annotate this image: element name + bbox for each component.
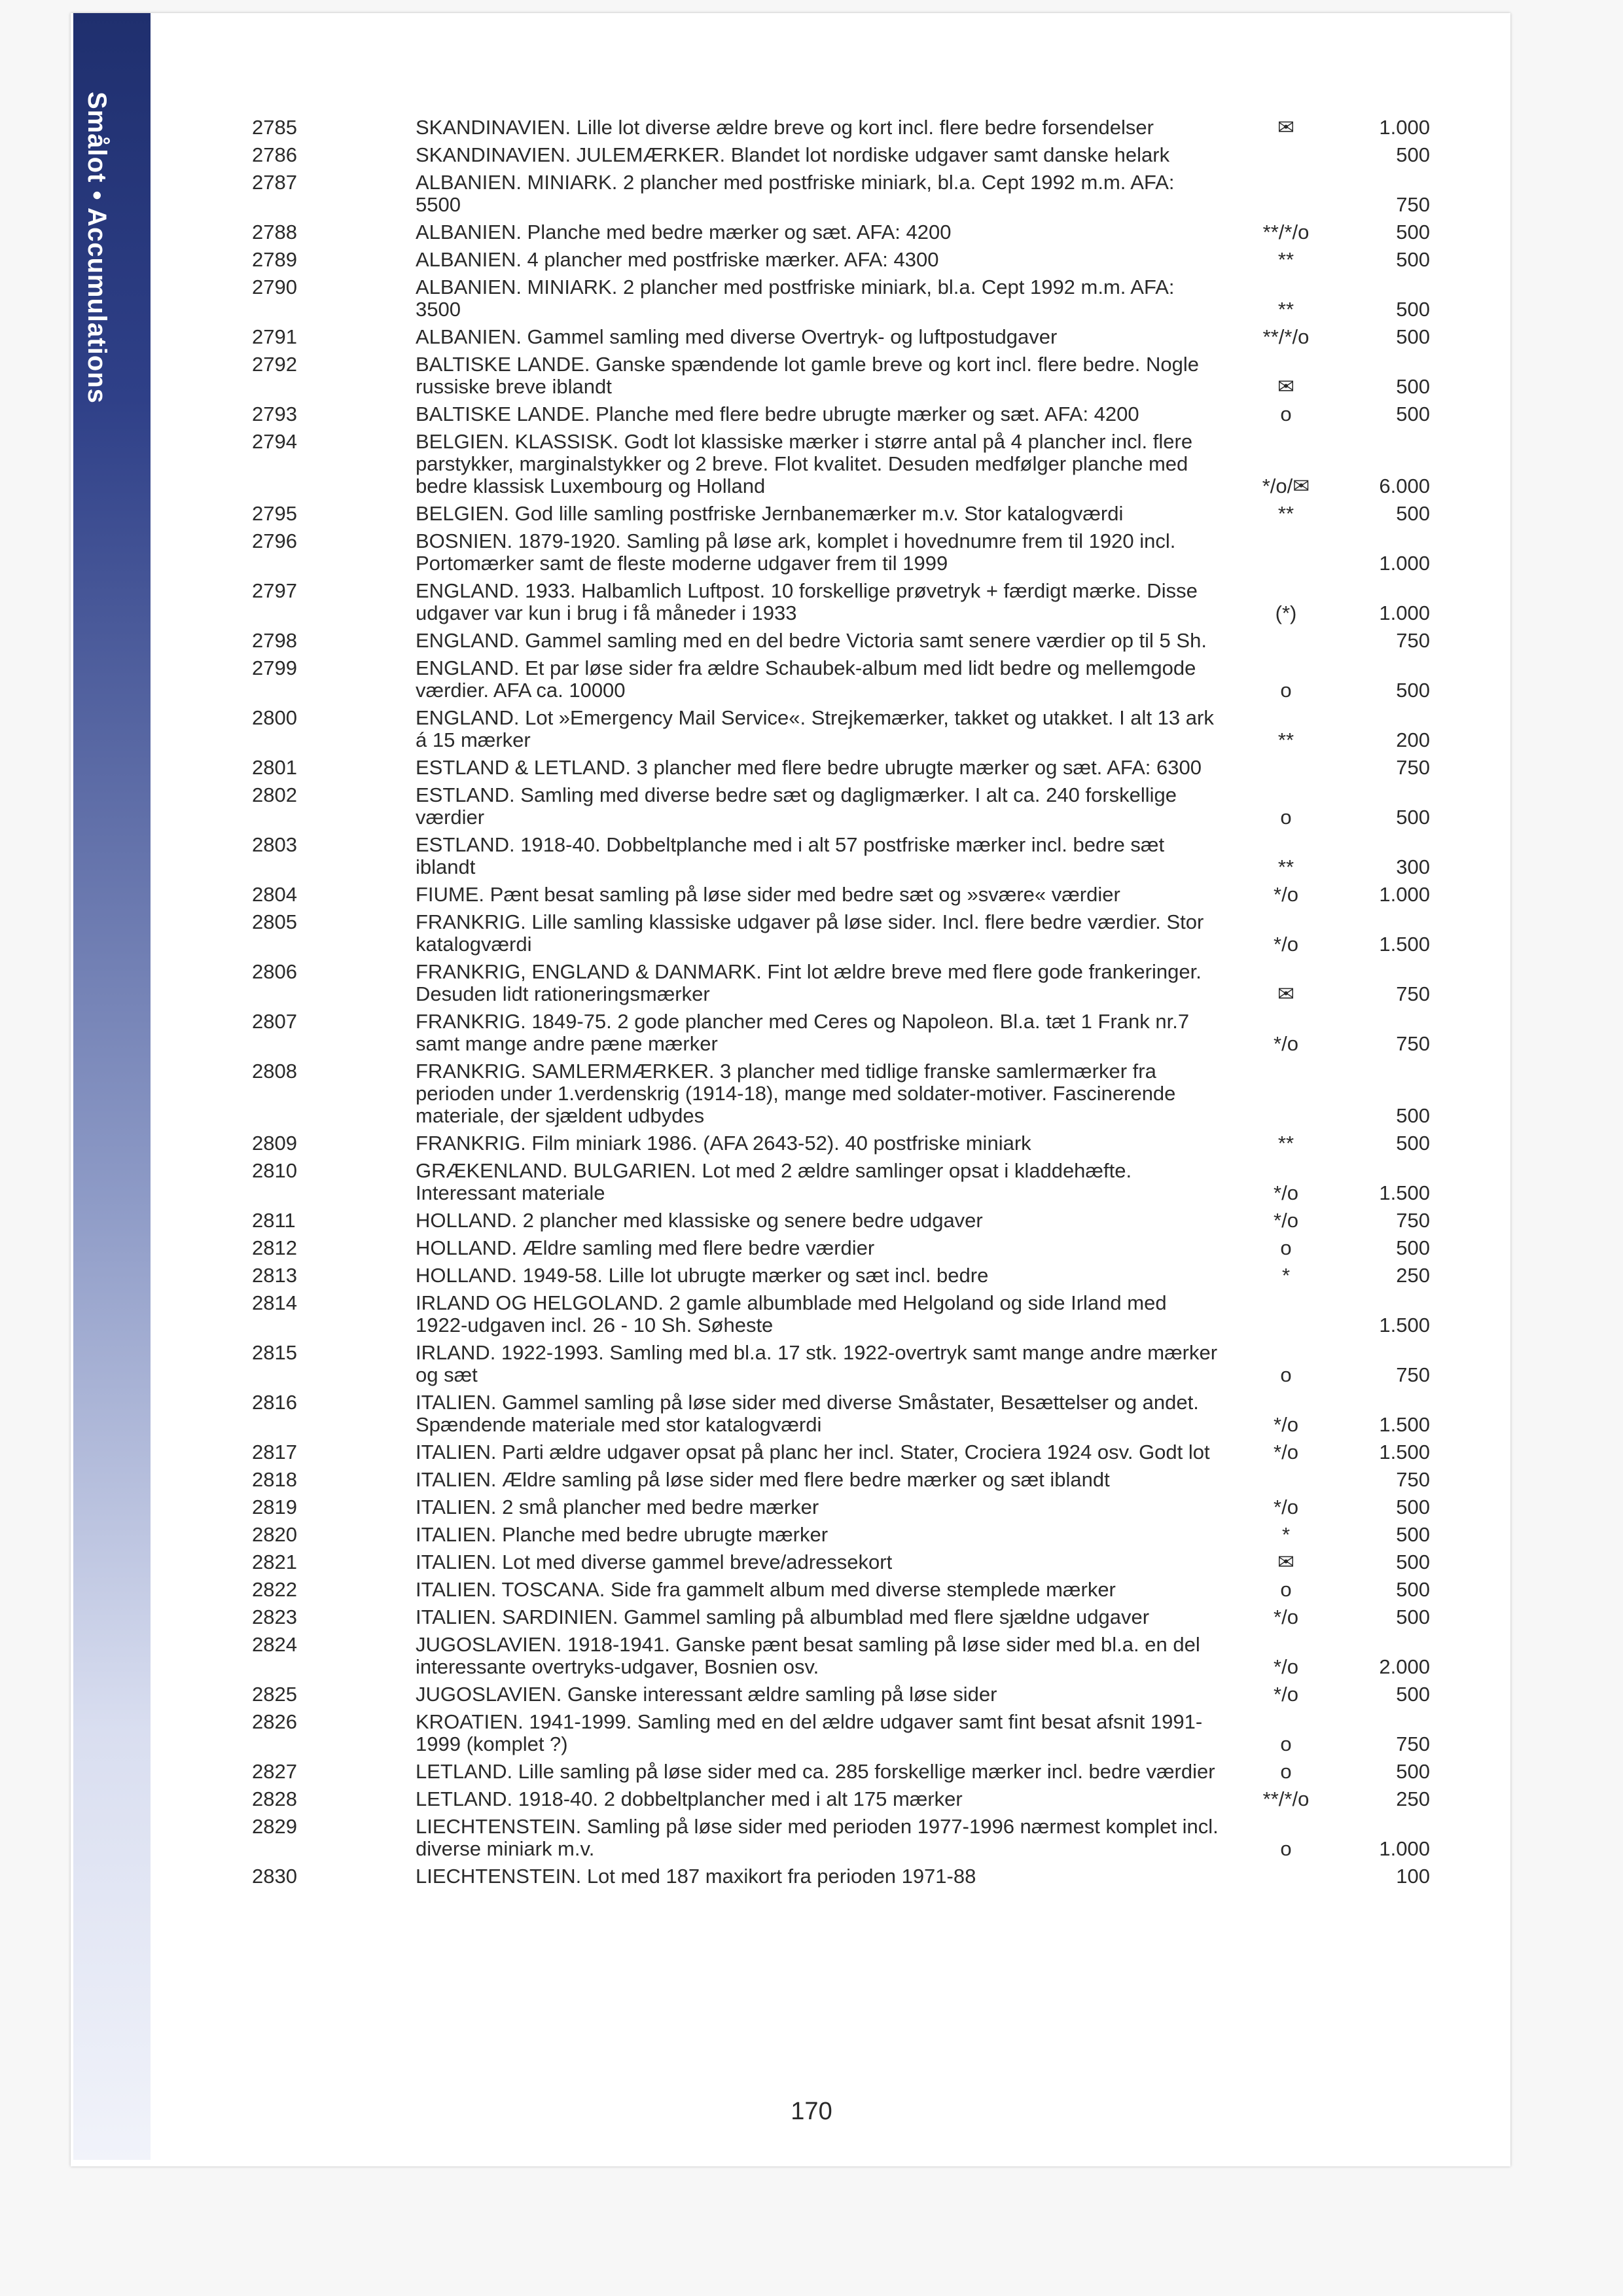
lot-price: 1.500 bbox=[1379, 1413, 1430, 1436]
lot-row bbox=[232, 1160, 1430, 1204]
lot-price: 500 bbox=[1396, 679, 1430, 702]
lot-price: 500 bbox=[1396, 1578, 1430, 1601]
lot-number: 2830 bbox=[252, 1865, 297, 1888]
lot-number: 2798 bbox=[252, 629, 297, 652]
lot-price: 750 bbox=[1396, 1363, 1430, 1386]
lot-row bbox=[232, 249, 1430, 271]
lot-number: 2805 bbox=[252, 910, 297, 933]
lot-description: ALBANIEN. MINIARK. 2 plancher med postfriske miniark, bl.a. Cept 1992 m.m. AFA: 3500 bbox=[416, 276, 1175, 321]
lot-price: 750 bbox=[1396, 982, 1430, 1005]
lot-price: 250 bbox=[1396, 1264, 1430, 1287]
lot-number: 2811 bbox=[252, 1209, 296, 1232]
lot-number: 2827 bbox=[252, 1760, 297, 1783]
lot-row bbox=[232, 1060, 1430, 1127]
lot-condition: (*) bbox=[1275, 601, 1297, 624]
lot-description: ITALIEN. Planche med bedre ubrugte mærker bbox=[416, 1523, 829, 1546]
lot-row bbox=[232, 1551, 1430, 1573]
lot-condition: */o bbox=[1274, 1655, 1298, 1678]
lot-row bbox=[232, 757, 1430, 779]
lot-condition: ✉ bbox=[1277, 982, 1294, 1005]
lot-row bbox=[232, 1391, 1430, 1436]
lot-row bbox=[232, 961, 1430, 1005]
lot-row bbox=[232, 657, 1430, 702]
lot-condition: **/*/o bbox=[1262, 221, 1310, 243]
lot-description: ALBANIEN. Planche med bedre mærker og sæt. AFA: 4200 bbox=[416, 221, 952, 243]
lot-number: 2792 bbox=[252, 353, 297, 376]
lot-row bbox=[232, 171, 1430, 216]
lot-price: 1.000 bbox=[1379, 1837, 1430, 1860]
lot-price: 250 bbox=[1396, 1787, 1430, 1810]
lot-description: ITALIEN. Lot med diverse gammel breve/adressekort bbox=[416, 1551, 893, 1573]
lot-condition: o bbox=[1280, 1760, 1292, 1783]
lot-number: 2812 bbox=[252, 1236, 297, 1259]
lot-number: 2791 bbox=[252, 325, 297, 348]
lot-price: 1.000 bbox=[1379, 116, 1430, 139]
lot-description: KROATIEN. 1941-1999. Samling med en del ældre udgaver samt fint besat afsnit 1991-1999 (komplet ?) bbox=[416, 1710, 1203, 1755]
lot-number: 2796 bbox=[252, 529, 297, 552]
lot-price: 500 bbox=[1396, 298, 1430, 321]
lot-description: IRLAND. 1922-1993. Samling med bl.a. 17 stk. 1922-overtryk samt mange andre mærker og sæt bbox=[416, 1341, 1218, 1386]
lot-row bbox=[232, 707, 1430, 751]
lot-number: 2799 bbox=[252, 656, 297, 679]
lot-row bbox=[232, 1237, 1430, 1259]
lot-description: LIECHTENSTEIN. Lot med 187 maxikort fra perioden 1971-88 bbox=[416, 1865, 976, 1888]
lot-condition: */o bbox=[1274, 1605, 1298, 1628]
lot-condition: o bbox=[1280, 1363, 1292, 1386]
lot-description: FRANKRIG. SAMLERMÆRKER. 3 plancher med tidlige franske samlermærker fra perioden under 1.verdenskrig (1914-18), mange med soldater-motiver. Fascinerende materiale, der sjældent udbydes bbox=[416, 1060, 1176, 1127]
lot-number: 2813 bbox=[252, 1264, 297, 1287]
lot-description: FRANKRIG. Lille samling klassiske udgaver på løse sider. Incl. flere bedre værdier. Stor katalogværdi bbox=[416, 910, 1204, 956]
lot-list bbox=[232, 117, 1430, 1893]
lot-price: 500 bbox=[1396, 502, 1430, 525]
lot-description: ALBANIEN. MINIARK. 2 plancher med postfriske miniark, bl.a. Cept 1992 m.m. AFA: 5500 bbox=[416, 171, 1175, 216]
lot-row bbox=[232, 431, 1430, 497]
lot-description: JUGOSLAVIEN. 1918-1941. Ganske pænt besat samling på løse sider med bl.a. en del interessante overtryks-udgaver, Bosnien osv. bbox=[416, 1633, 1200, 1678]
lot-condition: ✉ bbox=[1277, 1551, 1294, 1573]
lot-row bbox=[232, 1496, 1430, 1518]
lot-number: 2824 bbox=[252, 1633, 297, 1656]
lot-number: 2789 bbox=[252, 248, 297, 271]
lot-description: ENGLAND. Et par løse sider fra ældre Schaubek-album med lidt bedre og mellemgode værdier. AFA ca. 10000 bbox=[416, 656, 1196, 702]
lot-description: ITALIEN. Gammel samling på løse sider med diverse Småstater, Besættelser og andet. Spændende materiale med stor katalogværdi bbox=[416, 1391, 1199, 1436]
lot-price: 500 bbox=[1396, 1605, 1430, 1628]
lot-description: FRANKRIG. Film miniark 1986. (AFA 2643-52). 40 postfriske miniark bbox=[416, 1132, 1031, 1155]
lot-number: 2829 bbox=[252, 1815, 297, 1838]
lot-condition: ** bbox=[1277, 248, 1294, 271]
lot-row bbox=[232, 530, 1430, 575]
lot-number: 2810 bbox=[252, 1159, 297, 1182]
lot-number: 2821 bbox=[252, 1551, 297, 1573]
lot-price: 500 bbox=[1396, 1551, 1430, 1573]
lot-condition: */o bbox=[1274, 1209, 1298, 1232]
lot-number: 2794 bbox=[252, 430, 297, 453]
lot-number: 2815 bbox=[252, 1341, 297, 1364]
lot-price: 300 bbox=[1396, 855, 1430, 878]
lot-condition: */o bbox=[1274, 1683, 1298, 1706]
lot-condition: */o bbox=[1274, 1032, 1298, 1055]
lot-row bbox=[232, 1606, 1430, 1628]
lot-condition: * bbox=[1281, 1523, 1291, 1546]
lot-price: 200 bbox=[1396, 728, 1430, 751]
lot-description: HOLLAND. Ældre samling med flere bedre værdier bbox=[416, 1236, 875, 1259]
page-number: 170 bbox=[791, 2098, 832, 2125]
lot-number: 2785 bbox=[252, 116, 297, 139]
lot-number: 2788 bbox=[252, 221, 297, 243]
lot-condition: o bbox=[1280, 403, 1292, 425]
lot-condition: o bbox=[1280, 1837, 1292, 1860]
lot-condition: o bbox=[1280, 806, 1292, 829]
lot-price: 1.500 bbox=[1379, 1181, 1430, 1204]
lot-price: 750 bbox=[1396, 629, 1430, 652]
lot-number: 2819 bbox=[252, 1496, 297, 1518]
lot-condition: */o bbox=[1274, 883, 1298, 906]
lot-row bbox=[232, 1265, 1430, 1287]
lot-row bbox=[232, 580, 1430, 624]
lot-row bbox=[232, 326, 1430, 348]
lot-price: 500 bbox=[1396, 1132, 1430, 1155]
lot-row bbox=[232, 1441, 1430, 1463]
lot-price: 500 bbox=[1396, 1496, 1430, 1518]
lot-condition: ** bbox=[1277, 298, 1294, 321]
lot-description: ESTLAND. Samling med diverse bedre sæt og dagligmærker. I alt ca. 240 forskellige værdier bbox=[416, 783, 1177, 829]
lot-description: BELGIEN. KLASSISK. Godt lot klassiske mærker i større antal på 4 plancher incl. flere parstykker, marginalstykker og 2 breve. Flot kvalitet. Desuden medfølger planche med bedre klassisk Luxembourg og Holland bbox=[416, 430, 1193, 497]
lot-number: 2801 bbox=[252, 756, 297, 779]
lot-number: 2803 bbox=[252, 833, 297, 856]
lot-number: 2822 bbox=[252, 1578, 297, 1601]
lot-row bbox=[232, 1524, 1430, 1546]
lot-condition: ✉ bbox=[1277, 116, 1294, 139]
lot-price: 2.000 bbox=[1379, 1655, 1430, 1678]
lot-number: 2809 bbox=[252, 1132, 297, 1155]
lot-price: 6.000 bbox=[1379, 475, 1430, 497]
lot-condition: */o bbox=[1274, 1441, 1298, 1463]
lot-description: IRLAND OG HELGOLAND. 2 gamle albumblade med Helgoland og side Irland med 1922-udgaven incl. 26 - 10 Sh. Søheste bbox=[416, 1291, 1167, 1336]
lot-row bbox=[232, 117, 1430, 139]
lot-row bbox=[232, 834, 1430, 878]
lot-description: BALTISKE LANDE. Planche med flere bedre ubrugte mærker og sæt. AFA: 4200 bbox=[416, 403, 1139, 425]
lot-condition: ** bbox=[1277, 728, 1294, 751]
lot-price: 100 bbox=[1396, 1865, 1430, 1888]
lot-row bbox=[232, 1683, 1430, 1706]
lot-description: ITALIEN. 2 små plancher med bedre mærker bbox=[416, 1496, 819, 1518]
lot-price: 500 bbox=[1396, 403, 1430, 425]
lot-price: 500 bbox=[1396, 1523, 1430, 1546]
lot-number: 2800 bbox=[252, 706, 297, 729]
lot-description: FRANKRIG, ENGLAND & DANMARK. Fint lot ældre breve med flere gode frankeringer. Desuden lidt rationeringsmærker bbox=[416, 960, 1202, 1005]
lot-number: 2816 bbox=[252, 1391, 297, 1414]
lot-number: 2787 bbox=[252, 171, 297, 194]
lot-condition: ** bbox=[1277, 855, 1294, 878]
lot-row bbox=[232, 503, 1430, 525]
lot-condition: o bbox=[1280, 679, 1292, 702]
lot-price: 750 bbox=[1396, 756, 1430, 779]
sidebar-label: Smålot • Accumulations bbox=[82, 92, 111, 404]
lot-number: 2804 bbox=[252, 883, 297, 906]
lot-price: 500 bbox=[1396, 221, 1430, 243]
lot-number: 2823 bbox=[252, 1605, 297, 1628]
lot-number: 2795 bbox=[252, 502, 297, 525]
lot-row bbox=[232, 1011, 1430, 1055]
lot-condition: ✉ bbox=[1277, 375, 1294, 398]
lot-number: 2814 bbox=[252, 1291, 297, 1314]
lot-condition: */o bbox=[1274, 1181, 1298, 1204]
lot-number: 2820 bbox=[252, 1523, 297, 1546]
lot-number: 2802 bbox=[252, 783, 297, 806]
lot-price: 500 bbox=[1396, 1760, 1430, 1783]
lot-number: 2825 bbox=[252, 1683, 297, 1706]
lot-description: ITALIEN. Ældre samling på løse sider med flere bedre mærker og sæt iblandt bbox=[416, 1468, 1110, 1491]
lot-row bbox=[232, 1132, 1430, 1155]
lot-condition: */o bbox=[1274, 1413, 1298, 1436]
lot-number: 2828 bbox=[252, 1787, 297, 1810]
lot-price: 500 bbox=[1396, 325, 1430, 348]
lot-row bbox=[232, 1210, 1430, 1232]
lot-price: 750 bbox=[1396, 1468, 1430, 1491]
lot-description: SKANDINAVIEN. JULEMÆRKER. Blandet lot nordiske udgaver samt danske helark bbox=[416, 143, 1170, 166]
lot-number: 2806 bbox=[252, 960, 297, 983]
lot-description: FIUME. Pænt besat samling på løse sider med bedre sæt og »svære« værdier bbox=[416, 883, 1120, 906]
lot-price: 500 bbox=[1396, 1236, 1430, 1259]
lot-price: 1.000 bbox=[1379, 601, 1430, 624]
lot-condition: o bbox=[1280, 1236, 1292, 1259]
lot-price: 500 bbox=[1396, 806, 1430, 829]
lot-price: 1.000 bbox=[1379, 883, 1430, 906]
lot-description: ESTLAND. 1918-40. Dobbeltplanche med i alt 57 postfriske mærker incl. bedre sæt iblandt bbox=[416, 833, 1165, 878]
lot-row bbox=[232, 1342, 1430, 1386]
lot-description: ITALIEN. SARDINIEN. Gammel samling på albumblad med flere sjældne udgaver bbox=[416, 1605, 1150, 1628]
lot-number: 2817 bbox=[252, 1441, 297, 1463]
lot-description: ENGLAND. 1933. Halbamlich Luftpost. 10 forskellige prøvetryk + færdigt mærke. Disse udgaver var kun i brug i få måneder i 1933 bbox=[416, 579, 1198, 624]
lot-description: ESTLAND & LETLAND. 3 plancher med flere bedre ubrugte mærker og sæt. AFA: 6300 bbox=[416, 756, 1202, 779]
lot-row bbox=[232, 1761, 1430, 1783]
lot-price: 500 bbox=[1396, 1683, 1430, 1706]
lot-number: 2790 bbox=[252, 276, 297, 298]
lot-condition: */o bbox=[1274, 933, 1298, 956]
lot-description: ITALIEN. TOSCANA. Side fra gammelt album med diverse stemplede mærker bbox=[416, 1578, 1116, 1601]
lot-condition: o bbox=[1280, 1578, 1292, 1601]
lot-row bbox=[232, 1469, 1430, 1491]
lot-row bbox=[232, 403, 1430, 425]
lot-row bbox=[232, 884, 1430, 906]
lot-price: 500 bbox=[1396, 1104, 1430, 1127]
lot-row bbox=[232, 1865, 1430, 1888]
lot-condition: ** bbox=[1277, 502, 1294, 525]
lot-condition: **/*/o bbox=[1262, 325, 1310, 348]
lot-condition: */o bbox=[1274, 1496, 1298, 1518]
lot-price: 1.500 bbox=[1379, 1314, 1430, 1336]
lot-price: 750 bbox=[1396, 1032, 1430, 1055]
lot-row bbox=[232, 144, 1430, 166]
lot-number: 2808 bbox=[252, 1060, 297, 1083]
lot-row bbox=[232, 784, 1430, 829]
lot-condition: */o/✉ bbox=[1262, 475, 1310, 497]
lot-row bbox=[232, 1788, 1430, 1810]
lot-description: GRÆKENLAND. BULGARIEN. Lot med 2 ældre samlinger opsat i kladdehæfte. Interessant materiale bbox=[416, 1159, 1132, 1204]
lot-description: ALBANIEN. 4 plancher med postfriske mærker. AFA: 4300 bbox=[416, 248, 939, 271]
lot-row bbox=[232, 911, 1430, 956]
lot-description: JUGOSLAVIEN. Ganske interessant ældre samling på løse sider bbox=[416, 1683, 997, 1706]
lot-row bbox=[232, 221, 1430, 243]
lot-row bbox=[232, 1711, 1430, 1755]
lot-row bbox=[232, 1579, 1430, 1601]
lot-description: LIECHTENSTEIN. Samling på løse sider med perioden 1977-1996 nærmest komplet incl. diverse miniark m.v. bbox=[416, 1815, 1219, 1860]
lot-condition: ** bbox=[1277, 1132, 1294, 1155]
lot-description: SKANDINAVIEN. Lille lot diverse ældre breve og kort incl. flere bedre forsendelser bbox=[416, 116, 1154, 139]
lot-description: LETLAND. 1918-40. 2 dobbeltplancher med i alt 175 mærker bbox=[416, 1787, 963, 1810]
lot-number: 2826 bbox=[252, 1710, 297, 1733]
lot-row bbox=[232, 1634, 1430, 1678]
lot-description: BOSNIEN. 1879-1920. Samling på løse ark, komplet i hovednumre frem til 1920 incl. Portomærker samt de fleste moderne udgaver frem til 1999 bbox=[416, 529, 1176, 575]
lot-condition: o bbox=[1280, 1732, 1292, 1755]
lot-price: 1.500 bbox=[1379, 1441, 1430, 1463]
lot-description: LETLAND. Lille samling på løse sider med ca. 285 forskellige mærker incl. bedre værdier bbox=[416, 1760, 1215, 1783]
lot-description: BELGIEN. God lille samling postfriske Jernbanemærker m.v. Stor katalogværdi bbox=[416, 502, 1124, 525]
lot-number: 2797 bbox=[252, 579, 297, 602]
lot-number: 2786 bbox=[252, 143, 297, 166]
lot-number: 2818 bbox=[252, 1468, 297, 1491]
lot-description: FRANKRIG. 1849-75. 2 gode plancher med Ceres og Napoleon. Bl.a. tæt 1 Frank nr.7 samt mange andre pæne mærker bbox=[416, 1010, 1190, 1055]
lot-description: ENGLAND. Gammel samling med en del bedre Victoria samt senere værdier op til 5 Sh. bbox=[416, 629, 1207, 652]
lot-price: 1.000 bbox=[1379, 552, 1430, 575]
lot-price: 750 bbox=[1396, 193, 1430, 216]
lot-row bbox=[232, 630, 1430, 652]
lot-number: 2807 bbox=[252, 1010, 297, 1033]
lot-description: BALTISKE LANDE. Ganske spændende lot gamle breve og kort incl. flere bedre. Nogle russiske breve iblandt bbox=[416, 353, 1199, 398]
lot-price: 500 bbox=[1396, 248, 1430, 271]
lot-row bbox=[232, 1816, 1430, 1860]
lot-price: 500 bbox=[1396, 375, 1430, 398]
lot-description: HOLLAND. 2 plancher med klassiske og senere bedre udgaver bbox=[416, 1209, 983, 1232]
lot-row bbox=[232, 353, 1430, 398]
lot-price: 500 bbox=[1396, 143, 1430, 166]
lot-description: ITALIEN. Parti ældre udgaver opsat på planc her incl. Stater, Crociera 1924 osv. Godt lot bbox=[416, 1441, 1210, 1463]
lot-price: 1.500 bbox=[1379, 933, 1430, 956]
lot-row bbox=[232, 1292, 1430, 1336]
lot-row bbox=[232, 276, 1430, 321]
lot-number: 2793 bbox=[252, 403, 297, 425]
lot-price: 750 bbox=[1396, 1209, 1430, 1232]
lot-price: 750 bbox=[1396, 1732, 1430, 1755]
lot-condition: **/*/o bbox=[1262, 1787, 1310, 1810]
lot-description: HOLLAND. 1949-58. Lille lot ubrugte mærker og sæt incl. bedre bbox=[416, 1264, 989, 1287]
lot-description: ENGLAND. Lot »Emergency Mail Service«. Strejkemærker, takket og utakket. I alt 13 ark á 15 mærker bbox=[416, 706, 1214, 751]
lot-description: ALBANIEN. Gammel samling med diverse Overtryk- og luftpostudgaver bbox=[416, 325, 1058, 348]
lot-condition: * bbox=[1281, 1264, 1291, 1287]
